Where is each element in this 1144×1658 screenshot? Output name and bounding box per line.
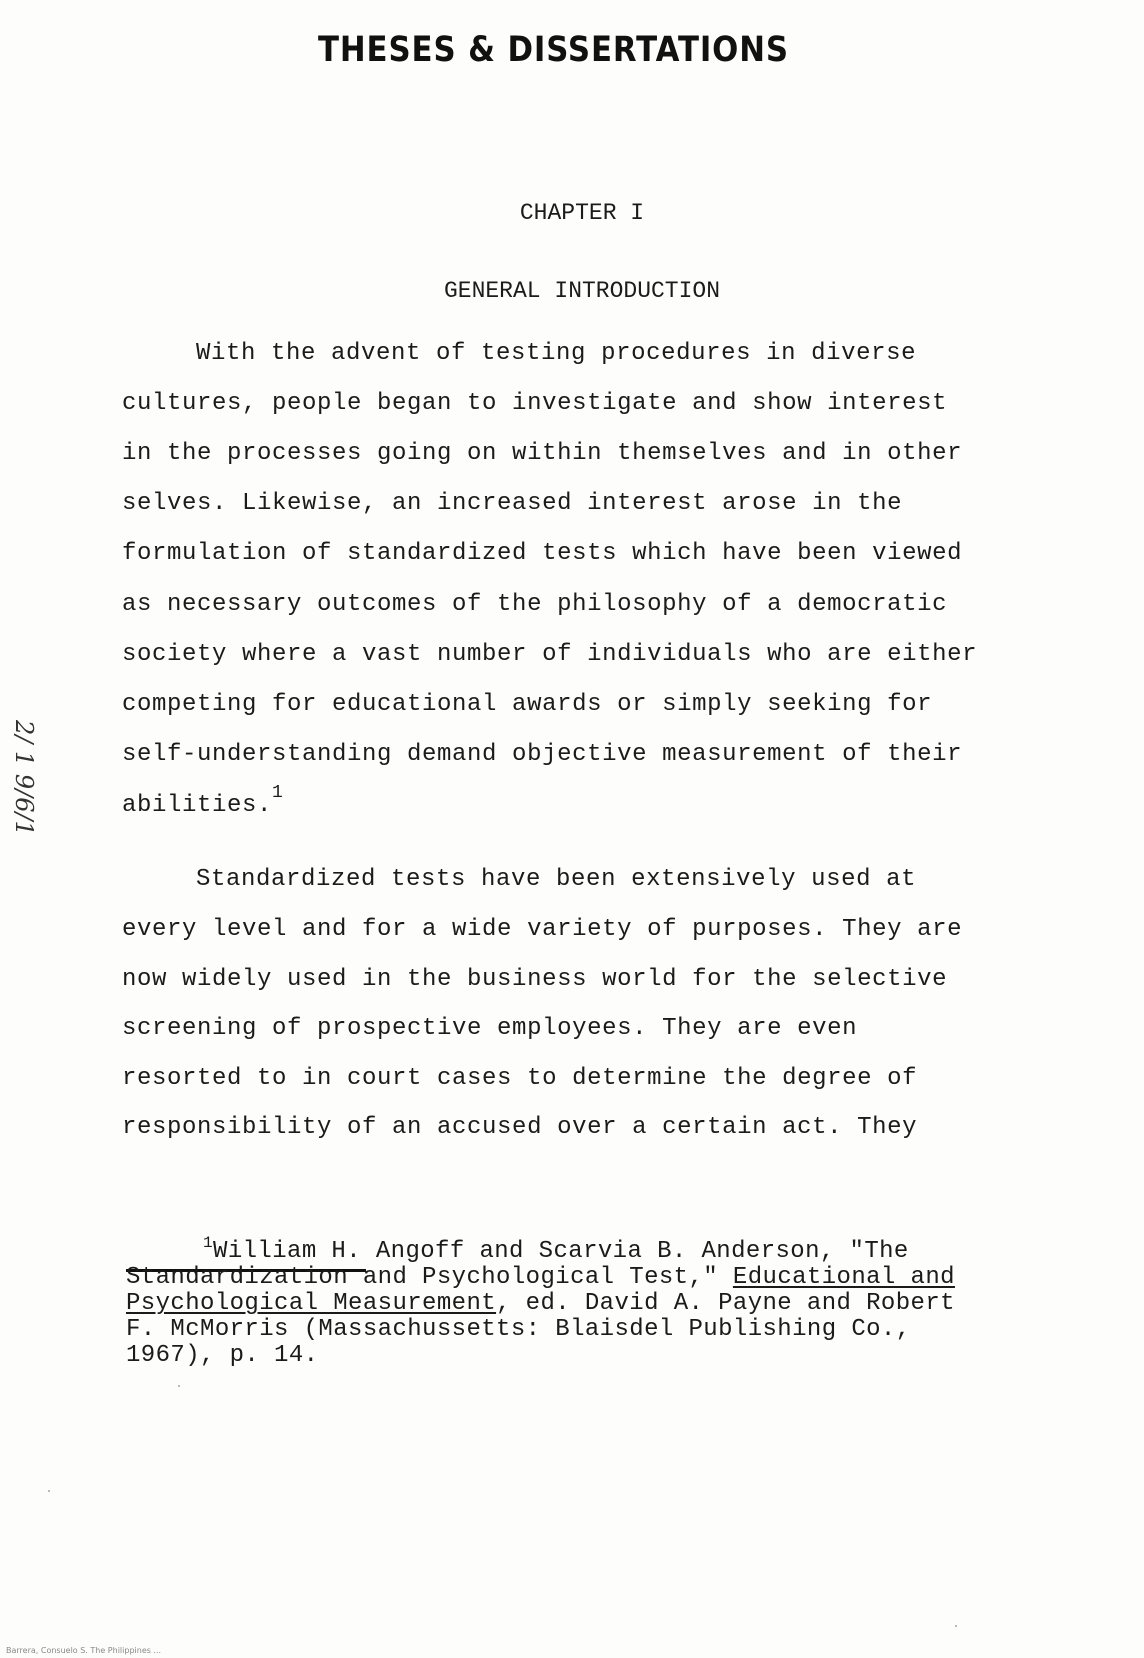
footnote-line: [126, 1264, 955, 1291]
footnote-line: 1967), p. 14.: [126, 1342, 319, 1369]
paragraph-line-last: [122, 783, 284, 819]
footnote-line: F. McMorris (Massachussetts: Blaisdel Publishing Co.,: [126, 1316, 911, 1343]
scan-speck: [955, 1625, 957, 1627]
paragraph-text: abilities.: [122, 792, 273, 819]
footnote-text: William H. Angoff and Scarvia B. Anderson, "The: [213, 1238, 909, 1265]
paragraph-line: competing for educational awards or simply seeking for: [122, 691, 933, 718]
book-title: Educational and: [732, 1264, 955, 1291]
footnote-line: [203, 1234, 909, 1265]
paragraph-line: self-understanding demand objective measurement of their: [122, 741, 963, 768]
paragraph-line: society where a vast number of individuals who are either: [122, 641, 978, 668]
book-title: Psychological Measurement: [126, 1290, 497, 1317]
paragraph-line: resorted to in court cases to determine the degree of: [122, 1065, 918, 1092]
theses-dissertations-stamp: THESES & DISSERTATIONS: [318, 30, 789, 70]
footnote-text: , ed. David A. Payne and Robert: [496, 1290, 955, 1317]
footnote-reference: 1: [272, 783, 284, 803]
section-title: GENERAL INTRODUCTION: [443, 278, 721, 304]
scan-speck: [48, 1490, 50, 1492]
paragraph-line: formulation of standardized tests which have been viewed: [122, 540, 963, 567]
paragraph-line: screening of prospective employees. They are even: [122, 1015, 858, 1042]
paragraph-line: selves. Likewise, an increased interest arose in the: [122, 490, 903, 517]
footnote-text: Standardization and Psychological Test,": [126, 1264, 733, 1291]
paragraph-line: cultures, people began to investigate and show interest: [122, 390, 948, 417]
chapter-title: CHAPTER I: [519, 200, 645, 226]
paragraph-line: now widely used in the business world for the selective: [122, 966, 948, 993]
footnote-line: [126, 1290, 955, 1317]
footnote-marker: 1: [203, 1234, 214, 1252]
paragraph-line: in the processes going on within themselves and in other: [122, 440, 963, 467]
paragraph-line: responsibility of an accused over a certain act. They: [122, 1114, 918, 1141]
paragraph-line: as necessary outcomes of the philosophy of a democratic: [122, 591, 948, 618]
handwritten-margin-note: 2/ 1 9/6/1: [10, 720, 38, 836]
paragraph-line: Standardized tests have been extensively used at: [196, 866, 917, 893]
paragraph-line: With the advent of testing procedures in diverse: [196, 340, 917, 367]
paragraph-line: every level and for a wide variety of purposes. They are: [122, 916, 963, 943]
scan-footer-text: Barrera, Consuelo S. The Philippines ...: [6, 1646, 162, 1655]
scan-speck: [178, 1385, 180, 1387]
